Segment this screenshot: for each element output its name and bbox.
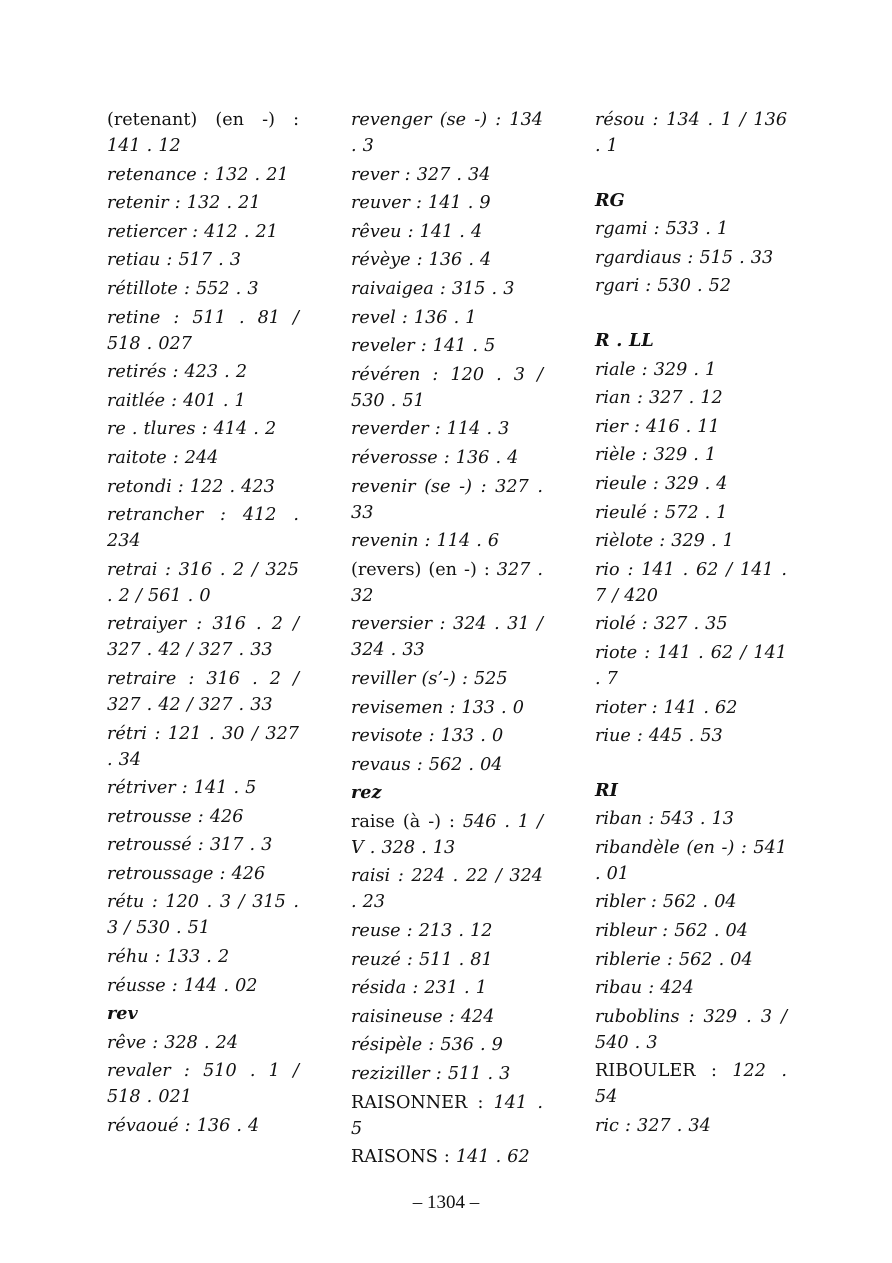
- index-entry: [351, 557, 543, 609]
- reference: 121 . 30 / 327 . 34: [107, 723, 299, 770]
- headword: revisemen :: [351, 697, 462, 718]
- reference: 327 . 33: [351, 476, 543, 523]
- index-entry: [107, 721, 299, 773]
- headword: rever :: [351, 164, 417, 185]
- index-entry: [351, 1004, 543, 1030]
- index-entry: [595, 889, 787, 915]
- reference: 144 . 02: [183, 975, 258, 996]
- reference: 132 . 21: [186, 193, 261, 214]
- index-column-3: [595, 107, 787, 1142]
- index-entry: [351, 1090, 543, 1142]
- headword: raisi :: [351, 866, 412, 887]
- headword: revaler :: [107, 1061, 204, 1082]
- reference: 136 . 4: [455, 447, 519, 468]
- headword: retirés :: [107, 362, 185, 383]
- headword: reuver :: [351, 193, 429, 214]
- reference: 327 . 12: [648, 388, 723, 409]
- index-entry: [107, 611, 299, 663]
- index-entry: [351, 666, 543, 692]
- headword: retenance :: [107, 164, 215, 185]
- reference: 562 . 04: [678, 949, 753, 970]
- index-entry: [107, 276, 299, 302]
- index-entry: [595, 806, 787, 832]
- index-entry: [351, 333, 543, 359]
- reference: 134 . 1 / 136 . 1: [595, 110, 788, 156]
- headword: révaoué :: [107, 1116, 197, 1137]
- index-entry: [351, 695, 543, 721]
- index-entry: [351, 752, 543, 778]
- headword: retraiyer :: [107, 614, 213, 635]
- reference: 141 . 12: [107, 136, 181, 156]
- index-entry: [107, 1030, 299, 1056]
- reference: 120 . 3 / 315 . 3 / 530 . 51: [107, 892, 299, 939]
- index-entry: [595, 528, 787, 554]
- headword: RIBOULER :: [595, 1061, 733, 1082]
- index-entry: [595, 640, 787, 692]
- headword: réverosse :: [351, 447, 456, 468]
- reference: 120 . 3 / 530 . 51: [351, 364, 543, 411]
- index-entry: [595, 385, 787, 411]
- page-number: – 1304 –: [412, 1192, 480, 1213]
- reference: 423 . 2: [184, 362, 248, 383]
- reference: 136 . 4: [428, 250, 492, 271]
- headword: rétu :: [107, 892, 166, 913]
- headword: reveler :: [351, 336, 433, 357]
- reference: 316 . 2 / 327 . 42 / 327 . 33: [107, 668, 300, 715]
- reference: 572 . 1: [664, 502, 728, 523]
- reference: 316 . 2 / 327 . 42 / 327 . 33: [107, 614, 299, 661]
- index-entry: [351, 276, 543, 302]
- reference: 530 . 52: [657, 276, 732, 297]
- reference: 517 . 3: [178, 250, 242, 271]
- reference: 327 . 34: [637, 1116, 711, 1137]
- reference: 412 . 21: [204, 221, 278, 242]
- index-entry: [595, 442, 787, 468]
- reference: 541 . 01: [595, 837, 787, 884]
- reference: 133 . 0: [440, 726, 504, 747]
- index-entry: [107, 861, 299, 887]
- index-entry: [107, 804, 299, 830]
- section-gap: [595, 162, 787, 188]
- index-entry: [351, 1144, 543, 1170]
- reference: 546 . 1 / V . 328 . 13: [351, 811, 543, 858]
- index-entry: [351, 863, 543, 915]
- headword: retiercer :: [107, 221, 205, 242]
- headword: revenir (se -) :: [351, 476, 496, 497]
- headword: retiau :: [107, 250, 179, 271]
- index-entry: [107, 416, 299, 442]
- reference: 141 . 5: [351, 1092, 543, 1139]
- headword: raitlée :: [107, 390, 184, 411]
- headword: rieule :: [595, 473, 665, 494]
- index-entry: [107, 445, 299, 471]
- reference: 141 . 62: [663, 697, 738, 718]
- reference: 562 . 04: [674, 921, 748, 942]
- index-entry: [107, 502, 299, 554]
- index-entry: [351, 975, 543, 1001]
- section-gap: [595, 302, 787, 328]
- index-entry: [351, 162, 543, 188]
- headword: revisote :: [351, 726, 441, 747]
- reference: 424: [460, 1006, 495, 1027]
- headword: résou :: [595, 110, 667, 130]
- headword: riote :: [595, 642, 658, 663]
- reference: 141 . 62: [455, 1147, 530, 1168]
- index-entry: [351, 1061, 543, 1087]
- reference: 133 . 0: [461, 697, 524, 718]
- headword: retraire :: [107, 668, 207, 689]
- reference: 511 . 3: [447, 1064, 511, 1085]
- reference: 133 . 2: [166, 947, 230, 968]
- index-entry: [351, 528, 543, 554]
- index-entry: [595, 975, 787, 1001]
- headword: ribandèle (en -) :: [595, 837, 754, 858]
- reference: 426: [231, 863, 266, 884]
- headword: retroussage :: [107, 863, 232, 884]
- index-entry: [351, 445, 543, 471]
- headword: riale :: [595, 359, 654, 380]
- reference: 511 . 81: [418, 949, 493, 970]
- section-gap: [595, 752, 787, 778]
- headword: raise (à -) :: [351, 811, 463, 832]
- headword: riolé :: [595, 614, 654, 635]
- index-entry: [351, 723, 543, 749]
- index-entry: [351, 219, 543, 245]
- index-entry: [107, 359, 299, 385]
- reference: 562 . 04: [662, 892, 737, 913]
- index-entry: [595, 723, 787, 749]
- index-entry: [595, 835, 787, 887]
- index-entry: [107, 162, 299, 188]
- reference: 329 . 1: [671, 531, 734, 552]
- index-entry: [351, 918, 543, 944]
- index-entry: [107, 388, 299, 414]
- reference: 224 . 22 / 324 . 23: [351, 866, 543, 913]
- reference: 141 . 62 / 141 . 7 / 420: [595, 559, 788, 606]
- index-entry: [595, 947, 787, 973]
- index-entry: [595, 1004, 787, 1056]
- section-heading: rez: [351, 782, 382, 804]
- section-heading: RI: [595, 779, 618, 801]
- headword: riue :: [595, 726, 649, 747]
- headword: RAISONS :: [351, 1147, 456, 1168]
- reference: 327 . 34: [416, 164, 491, 185]
- headword: riban :: [595, 809, 661, 830]
- index-entry: [595, 695, 787, 721]
- index-entry: [351, 247, 543, 273]
- headword: rio :: [595, 559, 642, 580]
- reference: 136 . 1: [413, 307, 477, 328]
- headword: reuzé :: [351, 949, 419, 970]
- index-entry: [351, 190, 543, 216]
- headword: rian :: [595, 388, 649, 409]
- index-entry: [107, 973, 299, 999]
- headword: reversier :: [351, 614, 453, 635]
- reference: 412 . 234: [107, 505, 299, 552]
- reference: 401 . 1: [183, 390, 246, 411]
- reference: 141 . 5: [193, 778, 257, 799]
- headword: raivaigea :: [351, 278, 452, 299]
- index-entry: [107, 107, 299, 159]
- headword: rétillote :: [107, 278, 196, 299]
- headword: reverder :: [351, 419, 447, 440]
- index-entry: [107, 219, 299, 245]
- index-entry: [595, 611, 787, 637]
- headword: reziziller :: [351, 1064, 448, 1085]
- reference: 244: [184, 447, 219, 468]
- reference: 424: [660, 978, 694, 999]
- headword: ric :: [595, 1116, 638, 1137]
- index-entry: [351, 305, 543, 331]
- headword: révèye :: [351, 250, 429, 271]
- headword: riblerie :: [595, 949, 679, 970]
- headword: rêveu :: [351, 221, 420, 242]
- headword: ribleur :: [595, 921, 675, 942]
- index-entry: [107, 305, 299, 357]
- index-entry: [351, 362, 543, 414]
- index-entry: [107, 190, 299, 216]
- reference: 329 . 1: [653, 359, 717, 380]
- headword: rgami :: [595, 219, 666, 240]
- reference: 543 . 13: [660, 809, 734, 830]
- index-entry: [107, 775, 299, 801]
- index-entry: [595, 500, 787, 526]
- reference: 231 . 1: [424, 978, 487, 999]
- headword: reuse :: [351, 921, 419, 942]
- index-entry: [351, 611, 543, 663]
- reference: 317 . 3: [209, 835, 273, 856]
- headword: rioter :: [595, 697, 664, 718]
- reference: 122 . 54: [595, 1061, 787, 1108]
- headword: retenir :: [107, 193, 187, 214]
- index-entry: [351, 416, 543, 442]
- section-heading: RG: [595, 189, 625, 211]
- reference: 316 . 2 / 325 . 2 / 561 . 0: [107, 559, 299, 606]
- headword: retine :: [107, 307, 193, 328]
- reference: 134 . 3: [351, 110, 543, 156]
- reference: 525: [473, 668, 508, 689]
- reference: 328 . 24: [164, 1032, 239, 1053]
- reference: 414 . 2: [213, 419, 277, 440]
- reference: 132 . 21: [214, 164, 289, 185]
- headword: réusse :: [107, 975, 184, 996]
- index-entry: [595, 1058, 787, 1110]
- headword: reviller (s’-) :: [351, 668, 474, 689]
- headword: retrancher :: [107, 505, 243, 526]
- headword: raitote :: [107, 447, 185, 468]
- headword: retroussé :: [107, 835, 210, 856]
- reference: 510 . 1 / 518 . 021: [107, 1061, 299, 1108]
- index-entry: [595, 357, 787, 383]
- reference: 141 . 62 / 141 . 7: [595, 642, 787, 689]
- reference: 327 . 32: [351, 559, 543, 606]
- headword: rgardiaus :: [595, 247, 700, 268]
- reference: 141 . 5: [432, 336, 496, 357]
- index-entry: [351, 474, 543, 526]
- headword: réhu :: [107, 947, 167, 968]
- reference: 329 . 1: [653, 445, 717, 466]
- reference: 136 . 4: [196, 1116, 260, 1137]
- headword: rgari :: [595, 276, 658, 297]
- index-entry: [595, 216, 787, 242]
- index-entry: [351, 809, 543, 861]
- index-entry: [595, 471, 787, 497]
- reference: 511 . 81 / 518 . 027: [107, 307, 299, 354]
- index-entry: [595, 273, 787, 299]
- index-entry: [351, 947, 543, 973]
- index-entry: [107, 944, 299, 970]
- index-entry: [595, 1113, 787, 1139]
- index-entry: [351, 1032, 543, 1058]
- reference: 315 . 3: [451, 278, 515, 299]
- headword: résida :: [351, 978, 425, 999]
- index-entry: [351, 107, 543, 159]
- headword: revenin :: [351, 531, 437, 552]
- reference: 416 . 11: [645, 416, 720, 437]
- headword: ruboblins :: [595, 1006, 704, 1027]
- reference: 515 . 33: [699, 247, 774, 268]
- reference: 329 . 4: [664, 473, 728, 494]
- index-entry: [107, 557, 299, 609]
- reference: 122 . 423: [189, 476, 275, 497]
- reference: 213 . 12: [418, 921, 493, 942]
- reference: 324 . 31 / 324 . 33: [351, 614, 543, 661]
- index-column-1: [107, 107, 299, 1142]
- headword: (retenant) (en -) :: [107, 110, 299, 130]
- reference: 536 . 9: [440, 1035, 503, 1056]
- headword: re . tlures :: [107, 419, 214, 440]
- index-entry: [595, 107, 787, 159]
- index-entry: [595, 245, 787, 271]
- index-entry: [107, 1113, 299, 1139]
- section-heading: rev: [107, 1003, 138, 1025]
- headword: rétriver :: [107, 778, 194, 799]
- section-heading: R . LL: [595, 329, 654, 351]
- headword: revenger (se -) :: [351, 110, 510, 130]
- index-column-2: [351, 107, 543, 1173]
- reference: 445 . 53: [648, 726, 723, 747]
- headword: retondi :: [107, 476, 190, 497]
- index-entry: [595, 918, 787, 944]
- reference: 114 . 6: [436, 531, 500, 552]
- reference: 329 . 3 / 540 . 3: [595, 1006, 788, 1053]
- index-entry: [107, 474, 299, 500]
- index-entry: [107, 247, 299, 273]
- headword: revel :: [351, 307, 414, 328]
- index-entry: [107, 666, 299, 718]
- index-entry: [595, 557, 787, 609]
- headword: résipèle :: [351, 1035, 441, 1056]
- headword: (revers) (en -) :: [351, 559, 497, 580]
- reference: 327 . 35: [653, 614, 728, 635]
- headword: ribau :: [595, 978, 661, 999]
- headword: rièlote :: [595, 531, 672, 552]
- reference: 141 . 9: [428, 193, 491, 214]
- index-entry: [107, 1058, 299, 1110]
- headword: rétri :: [107, 723, 168, 744]
- reference: 562 . 04: [428, 754, 503, 775]
- index-entry: [595, 414, 787, 440]
- headword: rier :: [595, 416, 646, 437]
- index-entry: [107, 832, 299, 858]
- reference: 114 . 3: [446, 419, 510, 440]
- headword: raisineuse :: [351, 1006, 461, 1027]
- headword: retrai :: [107, 559, 179, 580]
- headword: revaus :: [351, 754, 429, 775]
- headword: ribler :: [595, 892, 663, 913]
- headword: révéren :: [351, 364, 451, 385]
- headword: retrousse :: [107, 806, 210, 827]
- reference: 426: [209, 806, 244, 827]
- reference: 141 . 4: [419, 221, 483, 242]
- reference: 552 . 3: [195, 278, 259, 299]
- headword: rêve :: [107, 1032, 165, 1053]
- headword: rièle :: [595, 445, 654, 466]
- index-entry: [107, 889, 299, 941]
- headword: RAISONNER :: [351, 1092, 494, 1113]
- reference: 533 . 1: [665, 219, 729, 240]
- headword: rieulé :: [595, 502, 665, 523]
